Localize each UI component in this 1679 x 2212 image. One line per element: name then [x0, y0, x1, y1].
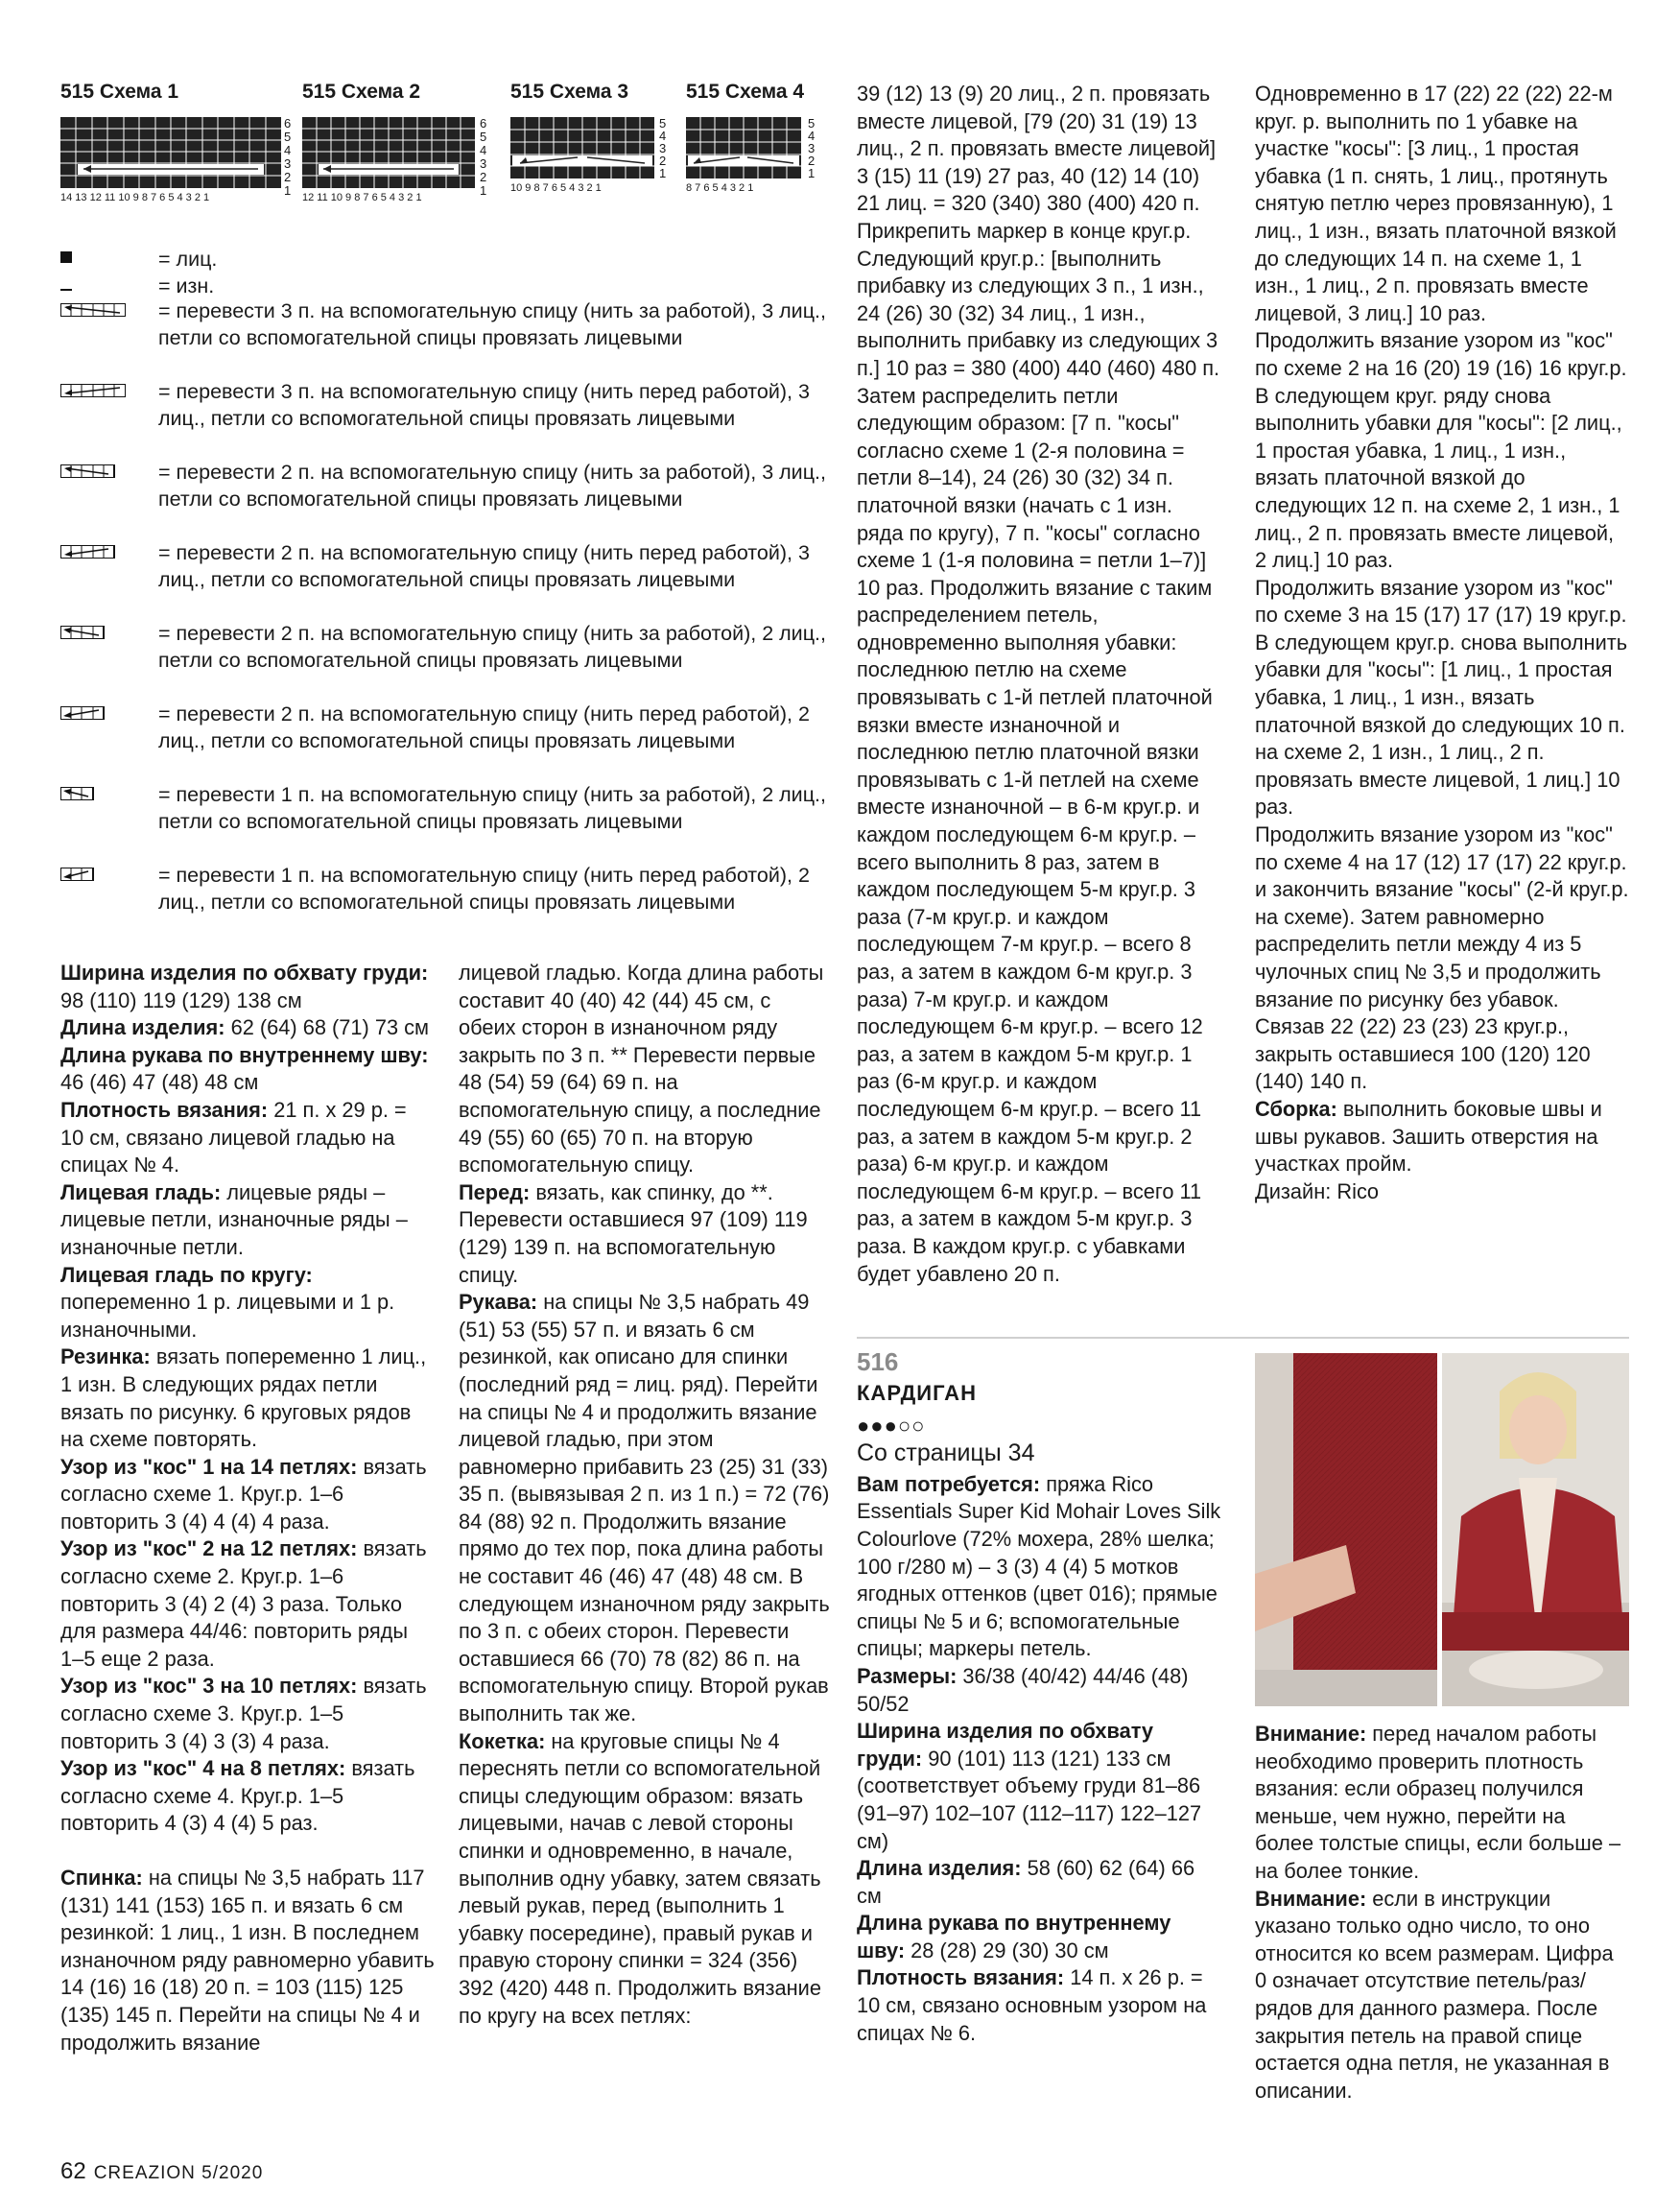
paragraph: Лицевая гладь по кругу: попеременно 1 р. лицевыми и 1 р. изнаночными.: [60, 1262, 395, 1342]
row-numbers: 6 5 4 3 2 1: [284, 116, 292, 198]
paragraph: Длина изделия: 58 (60) 62 (64) 66 см: [857, 1856, 1195, 1908]
column-2: [459, 960, 833, 2030]
dash-icon: [60, 278, 126, 292]
section-title: КАРДИГАН: [857, 1380, 977, 1405]
page-number: 62: [60, 2158, 86, 2184]
chart-4: [686, 81, 840, 215]
cable-chart-grid: [686, 117, 801, 178]
legend-item: = изн.: [60, 273, 828, 299]
page-reference: Со страницы 34: [857, 1439, 1035, 1467]
paragraph: Продолжить вязание узором из "кос" по схеме 3 на 15 (17) 17 (17) 19 круг.р. В следующем круг.р. снова выполнить убавки для "косы": [1 лиц., 1 простая убавка, 1 лиц., 1 изн., вязать платочной вязкой до следующих 10 п. на схеме 2, 1 изн., 1 лиц., 2 п. провязать вместе лицевой, 1 лиц.] 10 раз.: [1255, 575, 1628, 820]
paragraph: Ширина изделия по обхвату груди: 98 (110) 119 (129) 138 см: [60, 961, 429, 1012]
legend-item: = перевести 1 п. на вспомогательную спицу (нить перед работой), 2 лиц., петли со вспомогательной спицы провязать лицевыми: [60, 862, 828, 942]
paragraph: Узор из "кос" 1 на 14 петлях: вязать согласно схеме 1. Круг.р. 1–6 повторить 3 (4) 4 (4) 4 раза.: [60, 1454, 427, 1534]
notes: [1255, 1721, 1629, 2105]
paragraph: Длина рукава по внутреннему шву: 46 (46) 47 (48) 48 см: [60, 1042, 429, 1095]
column-4: [1255, 81, 1629, 1205]
column-numbers: 8 7 6 5 4 3 2 1: [686, 182, 754, 194]
legend-item: = перевести 2 п. на вспомогательную спицу (нить за работой), 3 лиц., петли со вспомогательной спицы провязать лицевыми: [60, 459, 828, 539]
chart-1: [60, 81, 291, 215]
section-number: 516: [857, 1347, 899, 1376]
chart-title: 515 Схема 3: [510, 81, 629, 103]
column-1: [60, 960, 435, 2057]
paragraph: Вам потребуется: пряжа Rico Essentials Super Kid Mohair Loves Silk Colourlove (72% мохера, 28% шелка; 100 г/280 м) – 3 (3) 4 (4) 5 мотков ягодных оттенков (цвет 016); прямые спицы № 5 и 6; вспомогательные спицы; маркеры петель.: [857, 1471, 1221, 1661]
paragraph: Длина рукава по внутреннему шву: 28 (28) 29 (30) 30 см: [857, 1911, 1171, 1962]
cable-1-2-back-icon: [60, 787, 126, 800]
paragraph: Перед: вязать, как спинку, до **. Перевести оставшиеся 97 (109) 119 (129) 139 п. на вспомогательную спицу.: [459, 1179, 808, 1287]
chart-3: [510, 81, 683, 215]
paragraph: Узор из "кос" 2 на 12 петлях: вязать согласно схеме 2. Круг.р. 1–6 повторить 3 (4) 2 (4) 3 раза. Только для размера 44/46: повторить ряды 1–5 еще 2 раза.: [60, 1536, 427, 1671]
cable-3-back-icon: [60, 303, 126, 317]
chart-title: 515 Схема 1: [60, 81, 179, 103]
paragraph: Продолжить вязание узором из "кос" по схеме 4 на 17 (12) 17 (17) 22 круг.р. и закончить вязание "косы" (2-й круг.р. на схеме). Затем равномерно распределить петли между 4 из 5 чулочных спиц № 3,5 и продолжить вязание по рисунку без убавок. Связав 22 (22) 23 (23) 23 круг.р., закрыть оставшиеся 100 (120) 120 (140) 140 п.: [1255, 822, 1629, 1094]
paragraph: Дизайн: Rico: [1255, 1178, 1379, 1203]
legend-item: = перевести 1 п. на вспомогательную спицу (нить за работой), 2 лиц., петли со вспомогательной спицы провязать лицевыми: [60, 781, 828, 862]
paragraph: Плотность вязания: 21 п. х 29 р. = 10 см, связано лицевой гладью на спицах № 4.: [60, 1097, 407, 1177]
paragraph: Резинка: вязать попеременно 1 лиц., 1 изн. В следующих рядах петли вязать по рисунку. 6 круговых рядов на схеме повторять.: [60, 1344, 427, 1452]
column-3: [857, 81, 1221, 1288]
paragraph: Узор из "кос" 3 на 10 петлях: вязать согласно схеме 3. Круг.р. 1–5 повторить 3 (4) 3 (3) 4 раза.: [60, 1674, 427, 1753]
section-516: [857, 1348, 1221, 2047]
chart-title: 515 Схема 4: [686, 81, 805, 103]
filled-square-icon: [60, 251, 126, 265]
paragraph: Одновременно в 17 (22) 22 (22) 22-м круг. р. выполнить по 1 убавке на участке "косы": [3 лиц., 1 простая убавка (1 п. снять, 1 лиц., протянуть снятую петлю через провязанную), 1 лиц., 1 изн., вязать платочной вязкой до следующих 14 п. на схеме 1, 1 изн., 1 лиц., 2 п. провязать вместе лицевой, 3 лиц.] 10 раз.: [1255, 82, 1617, 325]
cable-1-2-front-icon: [60, 868, 126, 881]
photo-model: [1442, 1353, 1629, 1706]
cable-chart-grid: [60, 117, 281, 188]
paragraph: Внимание: если в инструкции указано только одно число, то оно относится ко всем размерам. Цифра 0 означает отсутствие петель/раз/рядов для данного размера. После закрытия петель на правой спице остается одна петля, не указанная в описании.: [1255, 1886, 1614, 2103]
column-numbers: 14 13 12 11 10 9 8 7 6 5 4 3 2 1: [60, 192, 210, 203]
chart-2: [302, 81, 494, 215]
cable-2-2-back-icon: [60, 626, 126, 639]
paragraph: лицевой гладью. Когда длина работы составит 40 (40) 42 (44) 45 см, с обеих сторон в изнаночном ряду закрыть по 3 п. ** Перевести первые 48 (54) 59 (64) 69 п. на вспомогательную спицу, а последние 49 (55) 60 (65) 70 п. на вторую вспомогательную спицу.: [459, 961, 824, 1177]
cardigan-sleeve-image: [1255, 1353, 1437, 1706]
paragraph: Длина изделия: 62 (64) 68 (71) 73 см: [60, 1015, 430, 1040]
cable-2-3-back-icon: [60, 464, 126, 478]
paragraph: Плотность вязания: 14 п. х 26 р. = 10 см, связано основным узором на спицах № 6.: [857, 1965, 1207, 2045]
difficulty-dots: ●●●○○: [857, 1414, 926, 1439]
paragraph: Сборка: выполнить боковые швы и швы рукавов. Зашить отверстия на участках пройм.: [1255, 1096, 1602, 1177]
legend-item: = лиц.: [60, 246, 828, 273]
cable-chart-grid: [302, 117, 475, 188]
row-numbers: 6 5 4 3 2 1: [480, 116, 487, 198]
row-numbers: 5 4 3 2 1: [808, 116, 816, 180]
paragraph: Рукава: на спицы № 3,5 набрать 49 (51) 53 (55) 57 п. и вязать 6 см резинкой, как описано для спинки (последний ряд = лиц. ряд). Перейти на спицы № 4 и продолжить вязание лицевой гладью, при этом равномерно прибавить 23 (25) 31 (33) 35 п. (вывязывая 2 п. из 1 п.) = 72 (76) 84 (88) 92 п. Продолжить вязание прямо до тех пор, пока длина работы не составит 46 (46) 47 (48) 48 см. В следующем изнаночном ряду закрыть по 3 п. с обеих сторон. Перевести оставшиеся 66 (70) 78 (82) 86 п. на вспомогательную спицу. Второй рукав выполнить так же.: [459, 1290, 830, 1726]
photo-sleeve-detail: [1255, 1353, 1437, 1706]
paragraph: Продолжить вязание узором из "кос" по схеме 2 на 16 (20) 19 (16) 16 круг.р. В следующем круг. ряду снова выполнить убавки для "косы": [2 лиц., 1 простая убавка, 1 лиц., 1 изн., вязать платочной вязкой до следующих 12 п. на схеме 2, 1 изн., 1 лиц., 2 п. провязать вместе лицевой, 2 лиц.] 10 раз.: [1255, 328, 1627, 573]
cable-chart-grid: [510, 117, 654, 178]
cable-3-front-icon: [60, 384, 126, 397]
paragraph: Узор из "кос" 4 на 8 петлях: вязать согласно схеме 4. Круг.р. 1–5 повторить 4 (3) 4 (4) 5 раз.: [60, 1756, 415, 1836]
paragraph: Лицевая гладь: лицевые ряды – лицевые петли, изнаночные ряды – изнаночные петли.: [60, 1179, 408, 1259]
paragraph: 39 (12) 13 (9) 20 лиц., 2 п. провязать вместе лицевой, [79 (20) 31 (19) 13 лиц., 2 п. провязать вместе лицевой] 3 (15) 11 (19) 27 раз, 40 (12) 14 (10) 21 лиц. = 320 (340) 380 (400) 420 п. Прикрепить маркер в конце круг.р. Следующий круг.р.: [выполнить прибавку из следующих 3 п., 1 изн., 24 (26) 30 (32) 34 лиц., 1 изн., выполнить прибавку из следующих 3 п.] 10 раз = 380 (400) 440 (460) 480 п. Затем распределить петли следующим образом: [7 п. "косы" согласно схеме 1 (2-я половина = петли 8–14), 24 (26) 30 (32) 34 п. платочной вязки (начать с 1 изн. ряда по кругу), 7 п. "косы" согласно схеме 1 (1-я половина = петли 1–7)] 10 раз. Продолжить вязание с таким распределением петель, одновременно выполняя убавки: последнюю петлю на схеме провязывать с 1-й петлей платочной вязки вместе изнаночной и последнюю петлю платочной вязки провязывать с 1-й петлей на схеме вместе изнаночной – в 6-м круг.р. и каждом последующем 6-м круг.р. – всего выполнить 8 раз, затем в каждом последующем 5-м круг.р. 3 раза (7-м круг.р. и каждом последующем 7-м круг.р. – всего 8 раз, а затем в каждом 6-м круг.р. 3 раза) 7-м круг.р. и каждом последующем 6-м круг.р. – всего 12 раз, а затем в каждом 5-м круг.р. 1 раз (6-м круг.р. и каждом последующем 6-м круг.р. – всего 11 раз, а затем в каждом 5-м круг.р. 2 раза) 6-м круг.р. и каждом последующем 6-м круг.р. – всего 11 раз, а затем в каждом 5-м круг.р. 3 раза. В каждом круг.р. с убавками будет убавлено 20 п.: [857, 82, 1220, 1286]
chart-title: 515 Схема 2: [302, 81, 421, 103]
legend-item: = перевести 3 п. на вспомогательную спицу (нить перед работой), 3 лиц., петли со вспомогательной спицы провязать лицевыми: [60, 378, 828, 459]
legend-item: = перевести 2 п. на вспомогательную спицу (нить за работой), 2 лиц., петли со вспомогательной спицы провязать лицевыми: [60, 620, 828, 701]
paragraph: Ширина изделия по обхвату груди: 90 (101) 113 (121) 133 см (соответствует объему груди 81–86 (91–97) 102–107 (112–117) 122–127 см): [857, 1719, 1202, 1853]
legend-item: = перевести 3 п. на вспомогательную спицу (нить за работой), 3 лиц., петли со вспомогательной спицы провязать лицевыми: [60, 297, 828, 378]
paragraph: Внимание: перед началом работы необходимо проверить плотность вязания: если образец получился меньше, чем нужно, перейти на более толстые спицы, если больше – на более тонкие.: [1255, 1722, 1621, 1883]
column-numbers: 10 9 8 7 6 5 4 3 2 1: [510, 182, 602, 194]
cable-2-2-front-icon: [60, 706, 126, 720]
paragraph: Спинка: на спицы № 3,5 набрать 117 (131) 141 (153) 165 п. и вязать 6 см резинкой: 1 лиц., 1 изн. В последнем изнаночном ряду равномерно убавить 14 (16) 16 (18) 20 п. = 103 (115) 125 (135) 145 п. Перейти на спицы № 4 и продолжить вязание: [60, 1866, 435, 2055]
row-numbers: 5 4 3 2 1: [659, 116, 667, 180]
magazine-issue: CREAZION 5/2020: [93, 2163, 264, 2183]
legend-item: = перевести 2 п. на вспомогательную спицу (нить перед работой), 3 лиц., петли со вспомогательной спицы провязать лицевыми: [60, 539, 828, 620]
cable-2-3-front-icon: [60, 545, 126, 559]
paragraph: Размеры: 36/38 (40/42) 44/46 (48) 50/52: [857, 1663, 1189, 1716]
page-footer: [60, 2158, 263, 2185]
legend-item: = перевести 2 п. на вспомогательную спицу (нить перед работой), 2 лиц., петли со вспомогательной спицы провязать лицевыми: [60, 701, 828, 781]
column-numbers: 12 11 10 9 8 7 6 5 4 3 2 1: [302, 192, 422, 203]
woman-in-cardigan-image: [1442, 1353, 1629, 1706]
section-divider: [857, 1337, 1629, 1339]
paragraph: Кокетка: на круговые спицы № 4 переснять петли со вспомогательной спицы следующим образом: вязать лицевыми, начав с левой стороны спинки и одновременно, в начале, выполнив одну убавку, затем связать левый рукав, перед (выполнить 1 убавку посередине), правый рукав и правую сторону спинки = 324 (356) 392 (420) 448 п. Продолжить вязание по кругу на всех петлях:: [459, 1728, 821, 2028]
